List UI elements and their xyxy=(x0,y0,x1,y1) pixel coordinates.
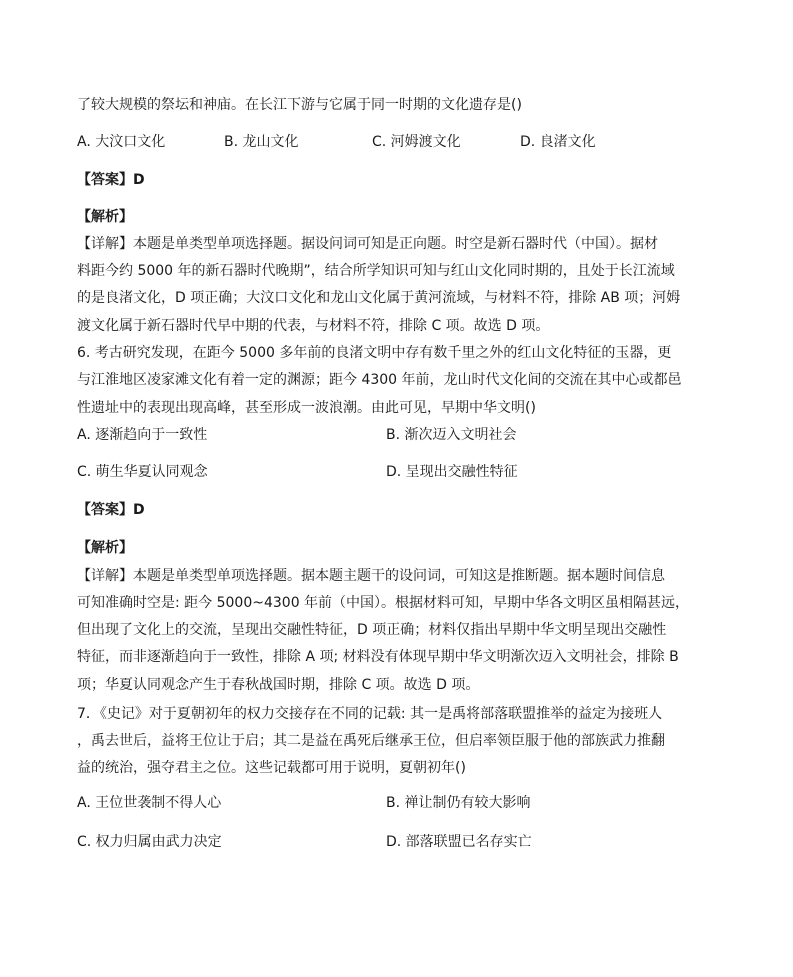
q5-analysis-line: 【详解】本题是单类型单项选择题。据设问词可知是正向题。时空是新石器时代（中国）。据材 xyxy=(77,236,658,252)
q5-option-c: C. 河姆渡文化 xyxy=(372,134,461,150)
q6-option-a: A. 逐渐趋向于一致性 xyxy=(77,427,208,443)
q5-option-b: B. 龙山文化 xyxy=(224,134,299,150)
q6-analysis-line: 项；华夏认同观念产生于春秋战国时期，排除 C 项。故选 D 项。 xyxy=(77,677,480,693)
q5-option-d: D. 良渚文化 xyxy=(520,134,596,150)
q6-stem-line: 性遗址中的表现出现高峰，甚至形成一波浪潮。由此可见，早期中华文明() xyxy=(77,400,536,416)
q7-stem-line: ，禹去世后，益将王位让于启；其二是益在禹死后继承王位，但启率领臣服于他的部族武力推翻 xyxy=(77,733,665,749)
q7-option-d: D. 部落联盟已名存实亡 xyxy=(386,834,532,850)
q7-stem-line: 7．《史记》对于夏朝初年的权力交接存在不同的记载: 其一是禹将部落联盟推举的益定为接班人 xyxy=(77,706,663,722)
q7-option-c: C. 权力归属由武力决定 xyxy=(77,834,222,850)
q6-analysis-label: 【解析】 xyxy=(77,540,133,556)
q7-option-a: A. 王位世袭制不得人心 xyxy=(77,795,222,811)
q5-option-a: A. 大汶口文化 xyxy=(77,134,166,150)
q6-analysis-line: 特征，而非逐渐趋向于一致性，排除 A 项; 材料没有体现早期中华文明渐次迈入文明社会，排除 B xyxy=(77,649,679,665)
q7-option-b: B. 禅让制仍有较大影响 xyxy=(386,795,531,811)
q5-answer: 【答案】D xyxy=(77,172,145,188)
q5-analysis-line: 料距今约 5000 年的新石器时代晚期”，结合所学知识可知与红山文化同时期的，且处于长江流域 xyxy=(77,263,675,279)
q6-analysis-line: 可知准确时空是: 距今 5000~4300 年前（中国）。根据材料可知，早期中华各文明区虽相隔甚远， xyxy=(77,595,690,611)
q6-option-d: D. 呈现出交融性特征 xyxy=(386,464,518,480)
q5-analysis-label: 【解析】 xyxy=(77,209,133,225)
q5-analysis-line: 渡文化属于新石器时代早中期的代表，与材料不符，排除 C 项。故选 D 项。 xyxy=(77,318,550,334)
q6-answer: 【答案】D xyxy=(77,502,145,518)
q5-stem-tail: 了较大规模的祭坛和神庙。在长江下游与它属于同一时期的文化遗存是() xyxy=(77,97,522,113)
q5-analysis-line: 的是良渚文化，D 项正确；大汶口文化和龙山文化属于黄河流域，与材料不符，排除 AB 项；河姆 xyxy=(77,290,681,306)
q6-stem-line: 与江淮地区凌家滩文化有着一定的渊源；距今 4300 年前，龙山时代文化间的交流在其中心或都邑 xyxy=(77,372,682,388)
q6-option-c: C. 萌生华夏认同观念 xyxy=(77,464,208,480)
q6-analysis-line: 【详解】本题是单类型单项选择题。据本题主题干的设问词，可知这是推断题。据本题时间信息 xyxy=(77,568,665,584)
q7-stem-line: 益的统治，强夺君主之位。这些记载都可用于说明，夏朝初年() xyxy=(77,760,466,776)
q6-analysis-line: 但出现了文化上的交流，呈现出交融性特征，D 项正确；材料仅指出早期中华文明呈现出交融性 xyxy=(77,622,667,638)
q6-option-b: B. 渐次迈入文明社会 xyxy=(386,427,517,443)
q6-stem-line: 6. 考古研究发现，在距今 5000 多年前的良渚文明中存有数千里之外的红山文化特征的玉器，更 xyxy=(77,345,672,361)
